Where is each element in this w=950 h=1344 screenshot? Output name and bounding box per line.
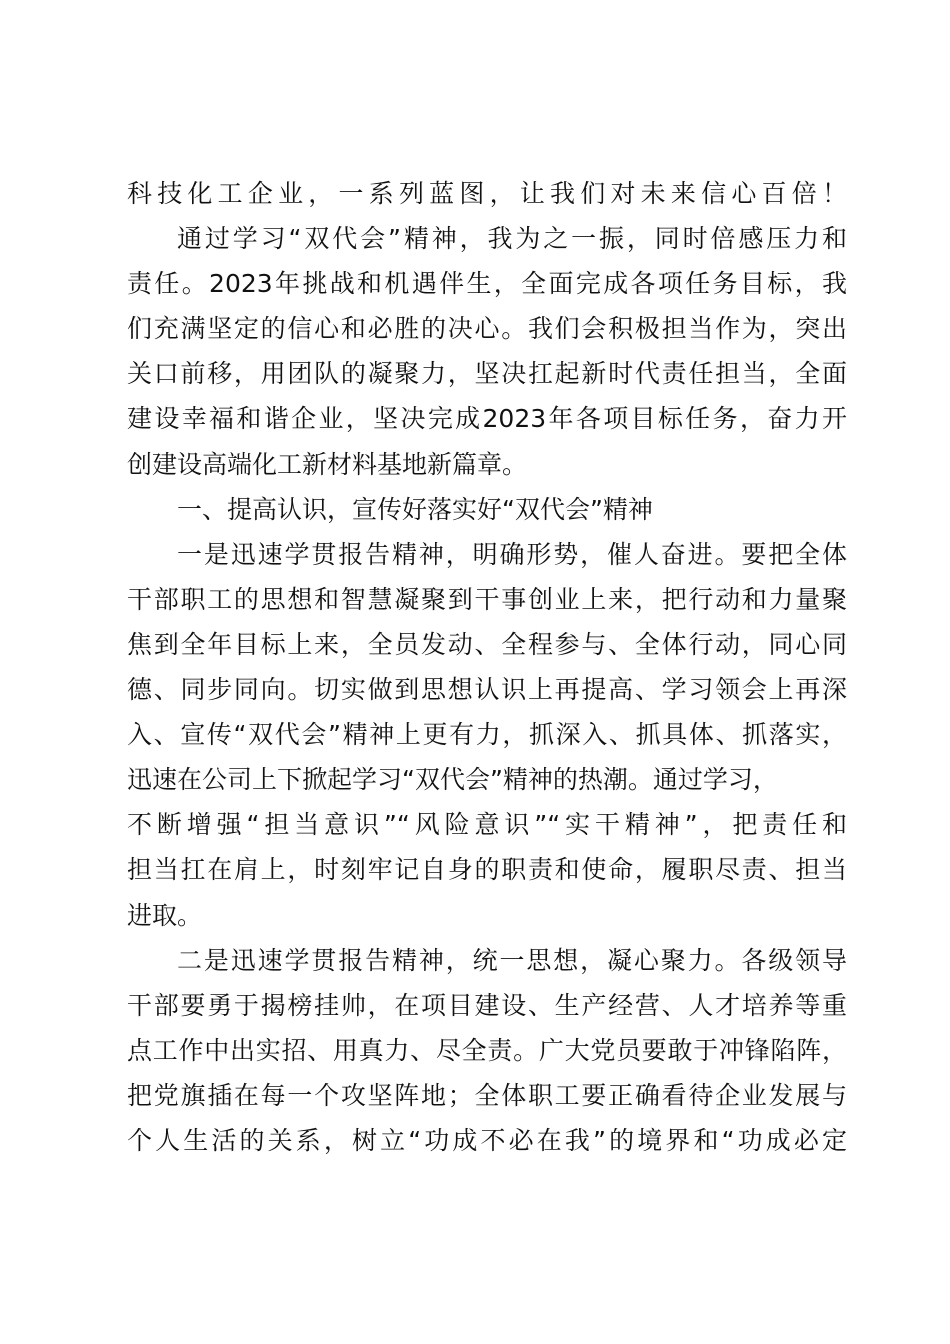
text-line: 创建设高端化工新材料基地新篇章。 — [127, 449, 528, 479]
paragraph-first-line: 一是迅速学贯报告精神，明确形势，催人奋进。要把全体 — [177, 539, 847, 569]
text-line: 责任。2023年挑战和机遇伴生，全面完成各项任务目标，我 — [127, 269, 847, 299]
text-line: 干部要勇于揭榜挂帅，在项目建设、生产经营、人才培养等重 — [127, 990, 847, 1020]
text-line: 建设幸福和谐企业，坚决完成2023年各项目标任务，奋力开 — [127, 404, 847, 434]
text-line: 点工作中出实招、用真力、尽全责。广大党员要敢于冲锋陷阵， — [127, 1035, 847, 1065]
paragraph-first-line: 通过学习“双代会”精神，我为之一振，同时倍感压力和 — [177, 224, 847, 254]
text-line: 个人生活的关系，树立“功成不必在我”的境界和“功成必定 — [127, 1125, 847, 1155]
text-line: 担当扛在肩上，时刻牢记自身的职责和使命，履职尽责、担当 — [127, 855, 847, 885]
text-line: 进取。 — [127, 900, 203, 930]
text-line: 迅速在公司上下掀起学习“双代会”精神的热潮。通过学习， — [127, 765, 778, 795]
text-line: 把党旗插在每一个攻坚阵地；全体职工要正确看待企业发展与 — [127, 1080, 847, 1110]
body-text — [127, 171, 847, 1163]
text-line: 科技化工企业，一系列蓝图，让我们对未来信心百倍！ — [127, 179, 847, 208]
text-line: 们充满坚定的信心和必胜的决心。我们会积极担当作为，突出 — [127, 314, 847, 344]
text-line: 焦到全年目标上来，全员发动、全程参与、全体行动，同心同 — [127, 629, 847, 659]
text-line: 德、同步同向。切实做到思想认识上再提高、学习领会上再深 — [127, 675, 847, 705]
text-line: 关口前移，用团队的凝聚力，坚决扛起新时代责任担当，全面 — [127, 359, 847, 389]
section-heading: 一、提高认识，宣传好落实好“双代会”精神 — [177, 494, 653, 524]
text-line: 干部职工的思想和智慧凝聚到干事创业上来，把行动和力量聚 — [127, 584, 847, 614]
paragraph-first-line: 二是迅速学贯报告精神，统一思想，凝心聚力。各级领导 — [177, 945, 847, 975]
text-line: 入、宣传“双代会”精神上更有力，抓深入、抓具体、抓落实， — [127, 720, 847, 750]
text-line: 不断增强“担当意识”“风险意识”“实干精神”，把责任和 — [127, 810, 847, 840]
